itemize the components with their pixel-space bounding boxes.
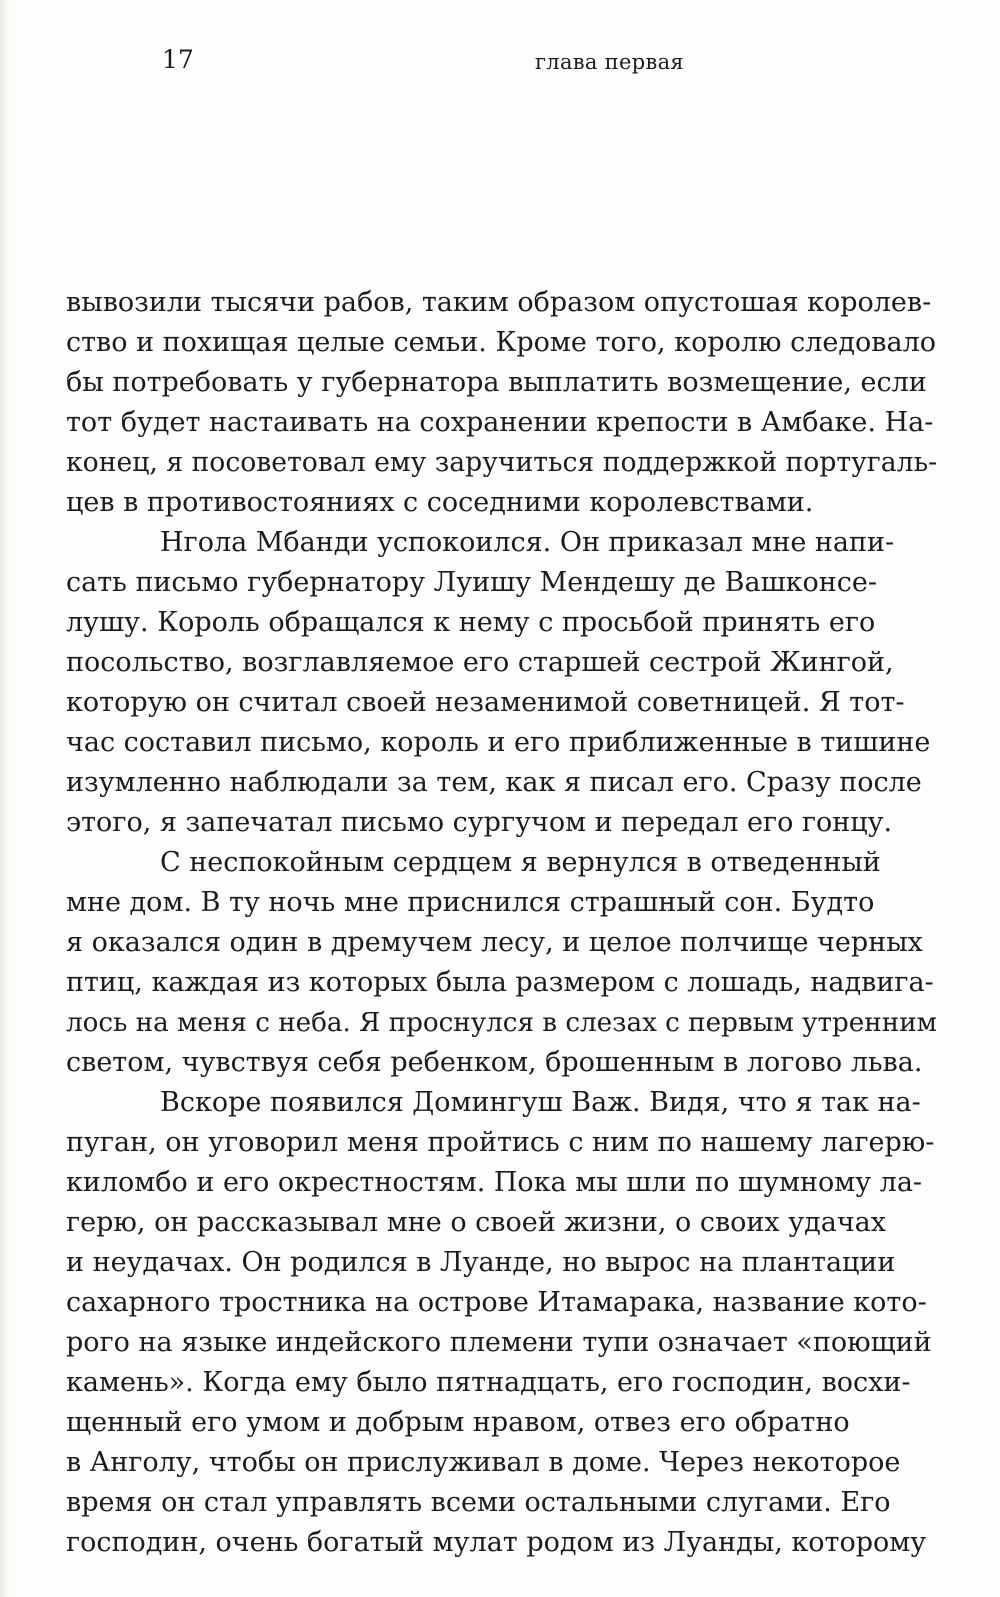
text-line: пуган, он уговорил меня пройтись с ним по нашему лагерю- (66, 1127, 935, 1158)
text-line: лушу. Король обращался к нему с просьбой принять его (66, 607, 876, 638)
text-line: вывозили тысячи рабов, таким образом опустошая королев- (66, 287, 932, 318)
text-line: которую он считал своей незаменимой советницей. Я тот- (66, 687, 905, 718)
text-line: рого на языке индейского племени тупи означает «поющий (66, 1327, 932, 1358)
page-edge-shadow (0, 0, 10, 1597)
text-line: конец, я посоветовал ему заручиться поддержкой португаль- (66, 447, 938, 478)
text-line: сахарного тростника на острове Итамарака, название кото- (66, 1287, 927, 1318)
paragraph-first-line: Нгола Мбанди успокоился. Он приказал мне напи- (160, 527, 895, 558)
text-line: и неудачах. Он родился в Луанде, но вырос на плантации (66, 1247, 896, 1278)
text-line: птиц, каждая из которых была размером с лошадь, надвига- (66, 967, 934, 998)
text-line: киломбо и его окрестностям. Пока мы шли по шумному ла- (66, 1167, 923, 1198)
text-line: сать письмо губернатору Луишу Мендешу де Вашконсе- (66, 567, 878, 598)
text-line: господин, очень богатый мулат родом из Луанды, которому (66, 1527, 927, 1558)
text-line: камень». Когда ему было пятнадцать, его господин, восхи- (66, 1367, 911, 1398)
text-line: в Анголу, чтобы он прислуживал в доме. Через некоторое (66, 1447, 901, 1478)
body-text (66, 283, 942, 1563)
text-line: изумленно наблюдали за тем, как я писал его. Сразу после (66, 767, 922, 798)
text-line: светом, чувствуя себя ребенком, брошенным в логово льва. (66, 1047, 923, 1078)
text-line: тот будет настаивать на сохранении крепости в Амбаке. На- (66, 407, 934, 438)
text-line: лось на меня с неба. Я проснулся в слезах с первым утренним (66, 1008, 938, 1038)
text-line: я оказался один в дремучем лесу, и целое полчище черных (66, 927, 923, 958)
text-line: ство и похищая целые семьи. Кроме того, королю следовало (66, 327, 936, 358)
text-line: цев в противостояниях с соседними королевствами. (66, 487, 814, 518)
text-line: этого, я запечатал письмо сургучом и передал его гонцу. (66, 807, 893, 838)
text-line: посольство, возглавляемое его старшей сестрой Жингой, (66, 647, 894, 678)
paragraph-first-line: С неспокойным сердцем я вернулся в отведенный (160, 847, 881, 878)
running-head: глава первая (535, 50, 684, 74)
text-line: герю, он рассказывал мне о своей жизни, о своих удачах (66, 1207, 887, 1238)
paragraph-first-line: Вскоре появился Домингуш Важ. Видя, что я так на- (160, 1087, 921, 1118)
text-line: час составил письмо, король и его приближенные в тишине (66, 727, 931, 758)
text-line: мне дом. В ту ночь мне приснился страшный сон. Будто (66, 887, 875, 918)
text-line: щенный его умом и добрым нравом, отвез его обратно (66, 1407, 850, 1438)
text-line: бы потребовать у губернатора выплатить возмещение, если (66, 367, 927, 398)
page-number: 17 (162, 45, 194, 74)
text-line: время он стал управлять всеми остальными слугами. Его (66, 1487, 891, 1518)
